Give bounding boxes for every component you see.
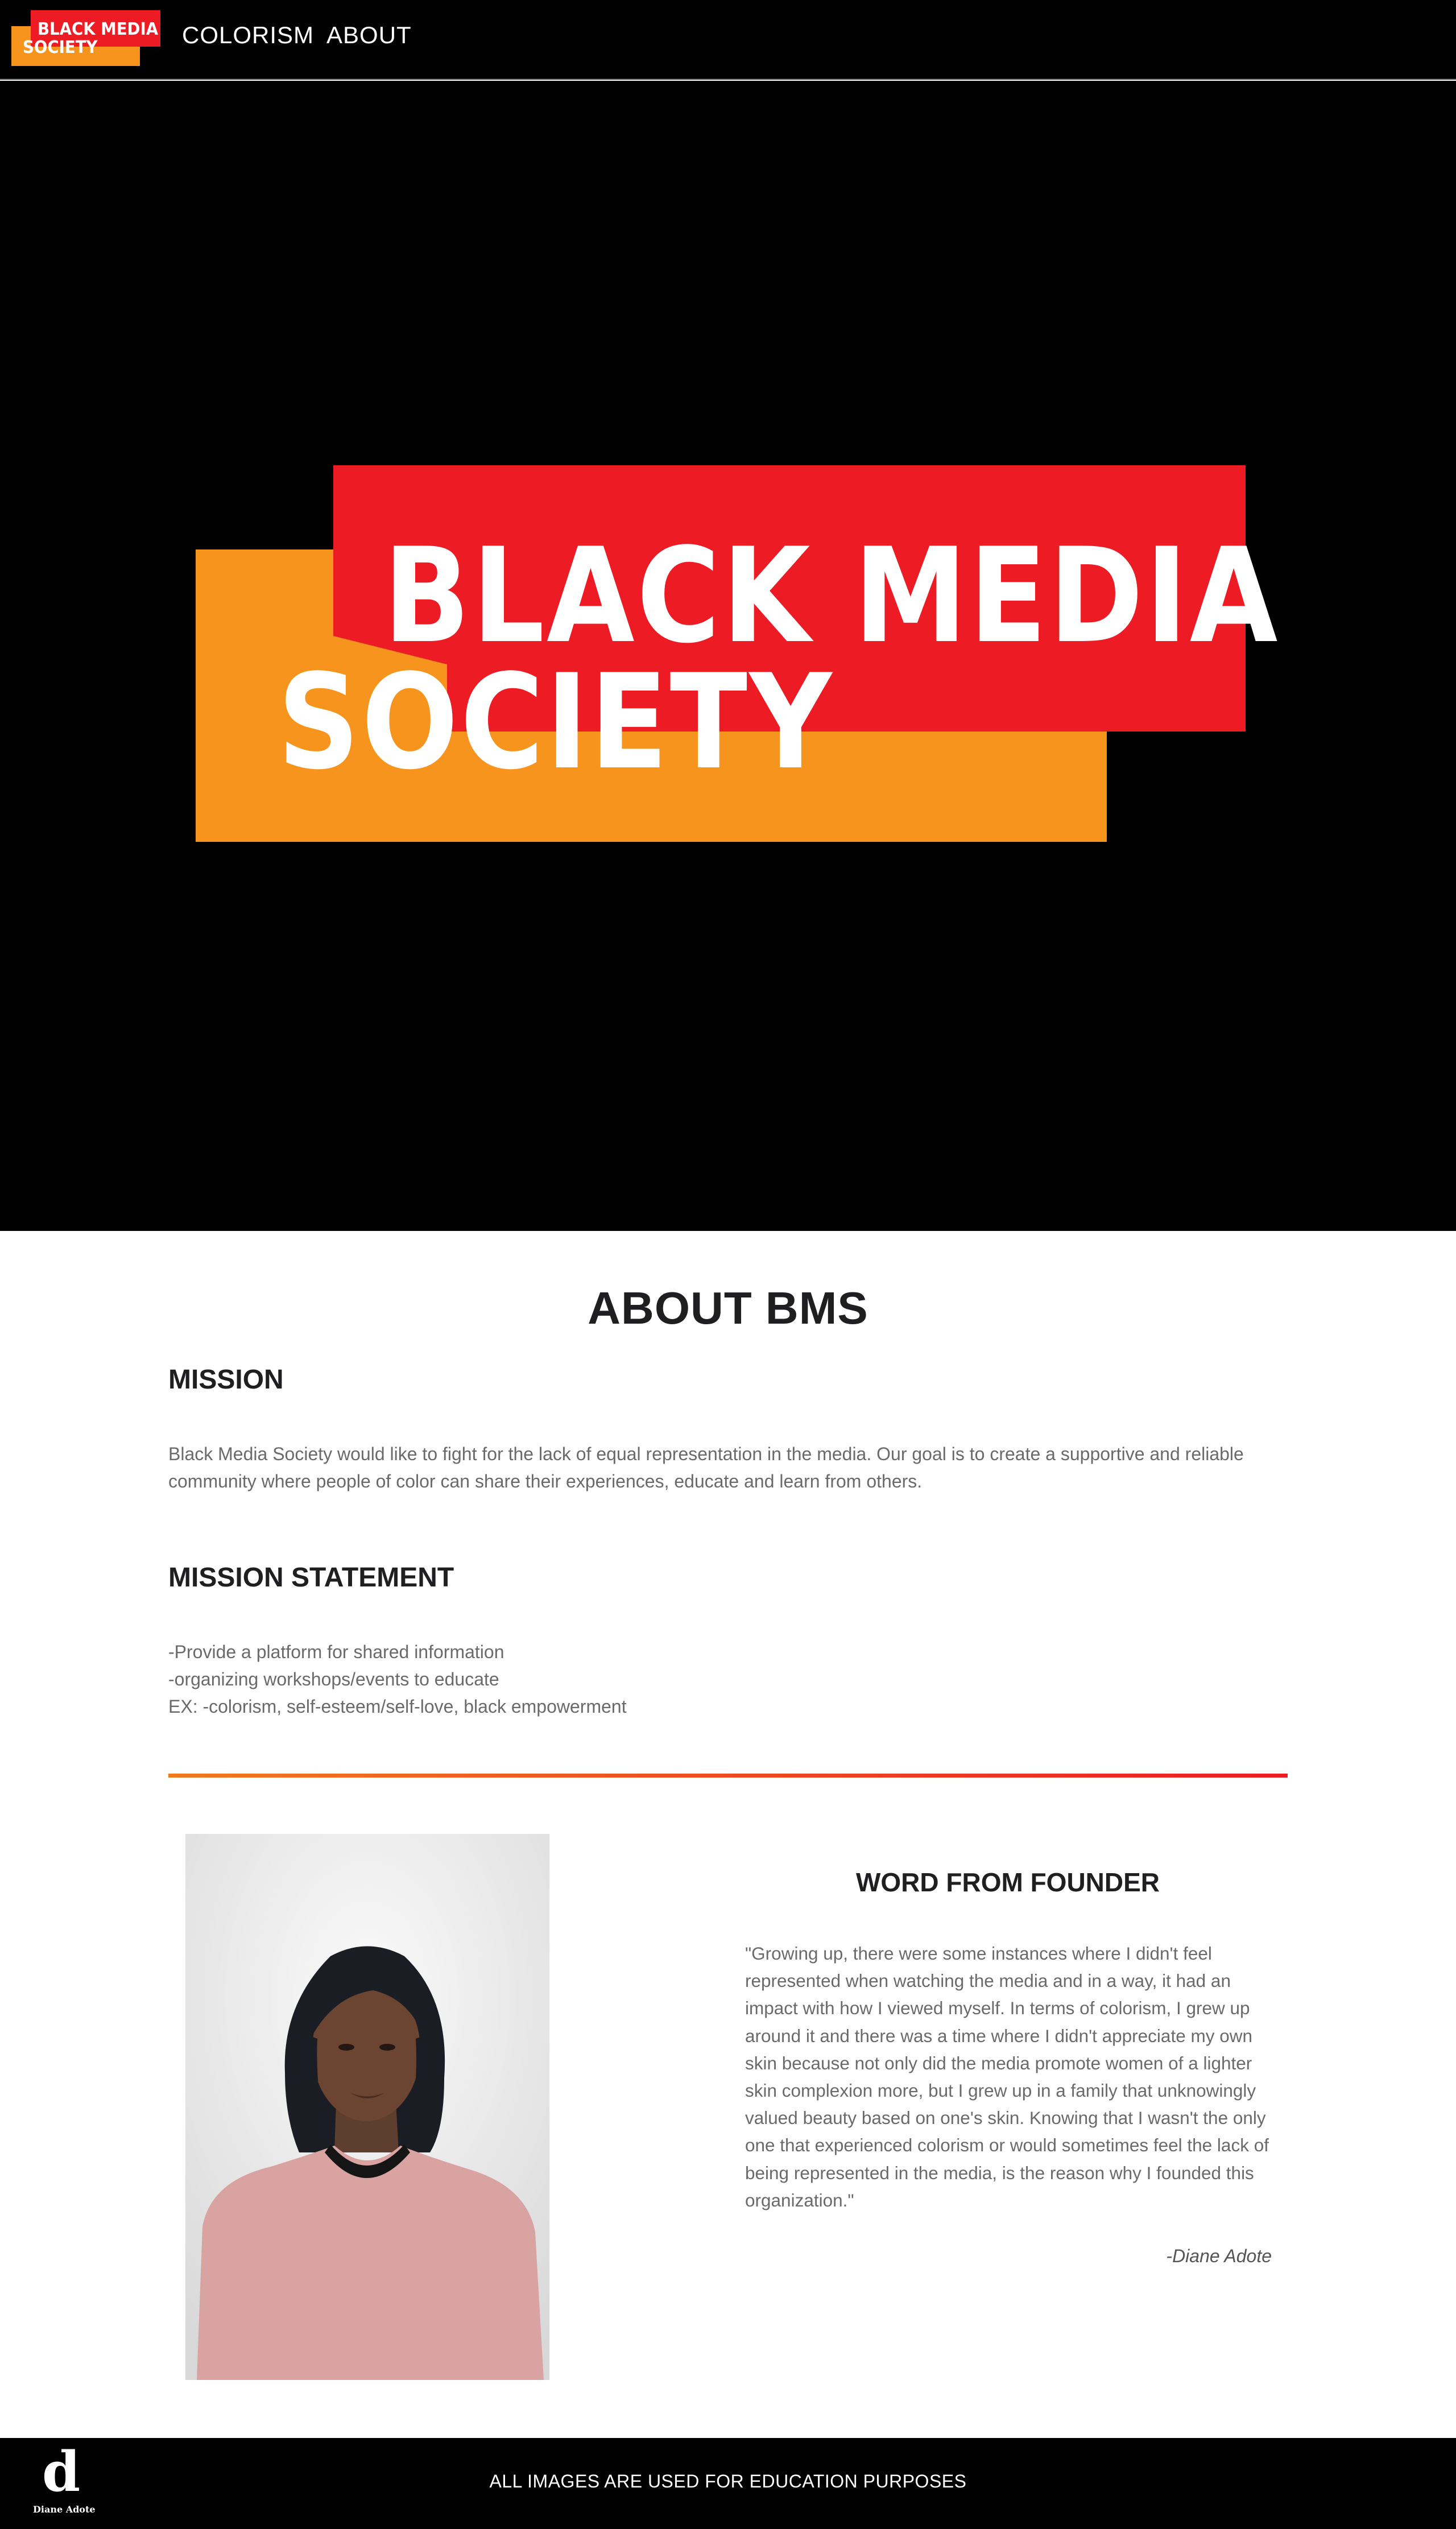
founder-photo: [185, 1834, 549, 2380]
footer-logo-name: Diane Adote: [33, 2504, 96, 2515]
mission-statement-item: EX: -colorism, self-esteem/self-love, black empowerment: [168, 1696, 627, 1717]
mission-statement-list: [168, 1638, 1260, 1720]
hero-banner: [0, 81, 1456, 1231]
top-nav: [0, 0, 1456, 80]
nav-link-colorism[interactable]: COLORISM: [182, 22, 315, 48]
hero-logo-line2: SOCIETY: [278, 647, 834, 799]
nav-logo[interactable]: [11, 10, 160, 66]
founder-signature: -Diane Adote: [1166, 2246, 1272, 2266]
about-title: ABOUT BMS: [588, 1283, 868, 1333]
mission-statement-heading: MISSION STATEMENT: [168, 1563, 454, 1593]
footer-disclaimer: ALL IMAGES ARE USED FOR EDUCATION PURPOSES: [489, 2471, 967, 2491]
mission-statement-item: -organizing workshops/events to educate: [168, 1669, 499, 1689]
nav-logo-line1: BLACK MEDIA: [38, 19, 159, 39]
nav-logo-line2: SOCIETY: [23, 38, 98, 57]
founder-heading: WORD FROM FOUNDER: [855, 1867, 1160, 1897]
founder-quote: "Growing up, there were some instances where I didn't feel represented when watching the media and in a way, it had an impact with how I viewed myself. In terms of colorism, I grew up around it and there was a time where I didn't appreciate my own skin because not only did the media promote women of a lighter skin complexion more, but I grew up in a family that unknowingly valued beauty based on one's skin. Knowing that I wasn't the only one that experienced colorism or would sometimes feel the lack of being represented in the media, is the reason why I founded this organization.": [745, 1943, 1269, 2210]
mission-heading: MISSION: [168, 1365, 284, 1395]
founder-portrait-illustration: [185, 1834, 549, 2380]
hero-logo-line1: BLACK MEDIA: [383, 520, 1280, 672]
gradient-divider: [168, 1774, 1288, 1778]
hero-logo: [196, 465, 1280, 842]
mission-text: Black Media Society would like to fight for the lack of equal representation in the media. Our goal is to create a supportive and reliable community where people of color can share their experiences, educate and learn from others.: [168, 1444, 1244, 1491]
footer: [0, 2438, 1456, 2529]
mission-statement-item: -Provide a platform for shared information: [168, 1642, 504, 1662]
footer-logo-glyph: d: [42, 2440, 81, 2504]
nav-link-about[interactable]: ABOUT: [326, 22, 412, 48]
